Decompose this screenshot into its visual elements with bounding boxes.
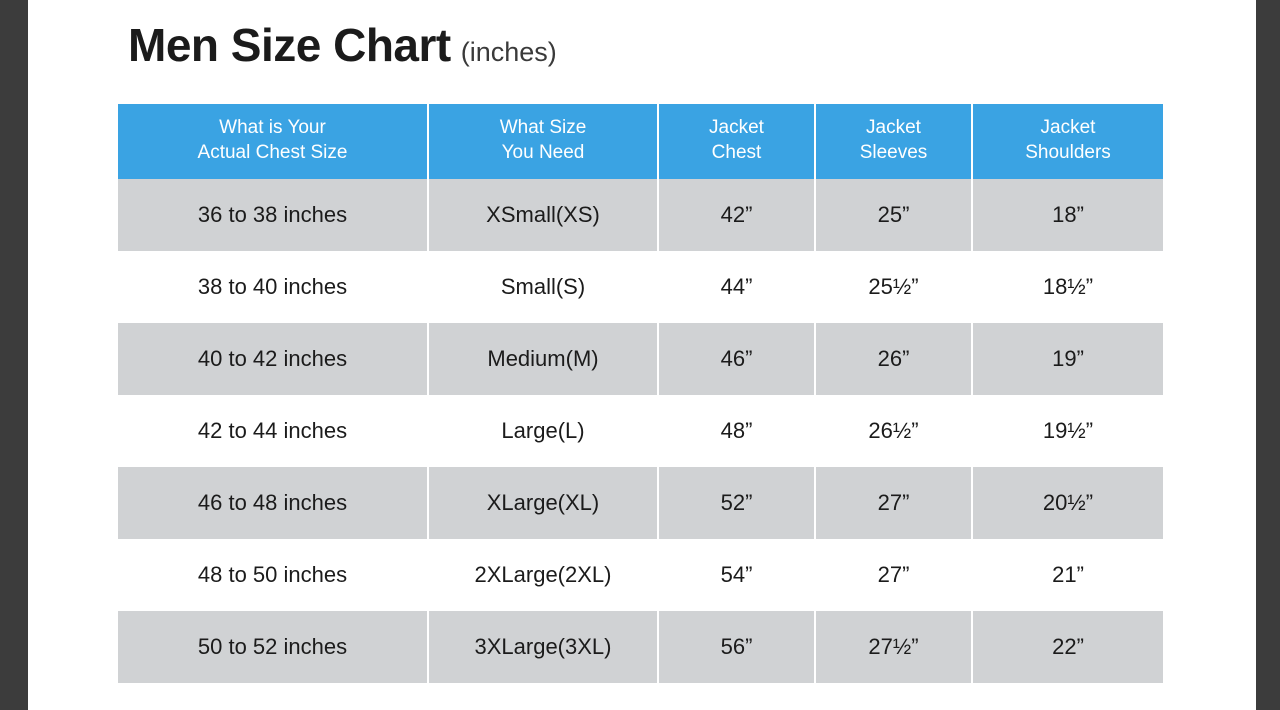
column-header-line1: Jacket	[866, 117, 921, 138]
cell-jacket-sleeves: 26½”	[815, 395, 972, 467]
column-header-line2: Shoulders	[1025, 141, 1111, 163]
chart-sheet	[28, 0, 1256, 710]
table-row	[118, 539, 1163, 611]
table-row	[118, 251, 1163, 323]
column-header-line2: Actual Chest Size	[197, 141, 348, 163]
cell-jacket-sleeves: 26”	[815, 323, 972, 395]
cell-jacket-chest: 42”	[658, 179, 815, 251]
table-header	[118, 104, 1163, 179]
cell-jacket-shoulders: 18”	[972, 179, 1163, 251]
cell-size: 3XLarge(3XL)	[428, 611, 658, 683]
page-title	[128, 18, 557, 72]
column-header-line1: What is Your	[219, 117, 326, 138]
cell-chest-range: 40 to 42 inches	[118, 323, 428, 395]
table-body	[118, 179, 1163, 683]
cell-size: Medium(M)	[428, 323, 658, 395]
column-header-size-needed	[428, 104, 658, 179]
column-header-line2: Chest	[711, 141, 762, 163]
column-header-line1: What Size	[499, 117, 587, 138]
cell-jacket-chest: 54”	[658, 539, 815, 611]
column-header-jacket-sleeves	[815, 104, 972, 179]
cell-jacket-sleeves: 27”	[815, 467, 972, 539]
table-row	[118, 395, 1163, 467]
cell-jacket-shoulders: 18½”	[972, 251, 1163, 323]
column-header-actual-chest	[118, 104, 428, 179]
cell-jacket-shoulders: 19½”	[972, 395, 1163, 467]
cell-size: Large(L)	[428, 395, 658, 467]
table-row	[118, 611, 1163, 683]
page-title-main: Men Size Chart	[128, 19, 451, 71]
cell-jacket-chest: 46”	[658, 323, 815, 395]
column-header-jacket-shoulders	[972, 104, 1163, 179]
cell-jacket-chest: 48”	[658, 395, 815, 467]
cell-chest-range: 48 to 50 inches	[118, 539, 428, 611]
cell-jacket-chest: 44”	[658, 251, 815, 323]
cell-jacket-sleeves: 25½”	[815, 251, 972, 323]
cell-jacket-shoulders: 20½”	[972, 467, 1163, 539]
table-row	[118, 179, 1163, 251]
size-chart-table	[118, 104, 1163, 683]
table-header-row	[118, 104, 1163, 179]
column-header-line1: Jacket	[1040, 117, 1096, 138]
cell-jacket-shoulders: 19”	[972, 323, 1163, 395]
column-header-jacket-chest	[658, 104, 815, 179]
cell-chest-range: 42 to 44 inches	[118, 395, 428, 467]
cell-jacket-chest: 52”	[658, 467, 815, 539]
cell-size: 2XLarge(2XL)	[428, 539, 658, 611]
cell-jacket-shoulders: 21”	[972, 539, 1163, 611]
cell-chest-range: 50 to 52 inches	[118, 611, 428, 683]
column-header-line2: You Need	[501, 141, 585, 163]
cell-jacket-shoulders: 22”	[972, 611, 1163, 683]
cell-jacket-sleeves: 25”	[815, 179, 972, 251]
cell-chest-range: 38 to 40 inches	[118, 251, 428, 323]
cell-size: Small(S)	[428, 251, 658, 323]
page-title-unit: (inches)	[460, 37, 557, 67]
table-row	[118, 323, 1163, 395]
right-frame-band	[1256, 0, 1280, 710]
cell-size: XSmall(XS)	[428, 179, 658, 251]
cell-jacket-chest: 56”	[658, 611, 815, 683]
cell-chest-range: 36 to 38 inches	[118, 179, 428, 251]
cell-chest-range: 46 to 48 inches	[118, 467, 428, 539]
column-header-line2: Sleeves	[859, 141, 928, 163]
column-header-line1: Jacket	[709, 117, 764, 138]
cell-size: XLarge(XL)	[428, 467, 658, 539]
table-row	[118, 467, 1163, 539]
left-frame-band	[0, 0, 28, 710]
cell-jacket-sleeves: 27½”	[815, 611, 972, 683]
cell-jacket-sleeves: 27”	[815, 539, 972, 611]
